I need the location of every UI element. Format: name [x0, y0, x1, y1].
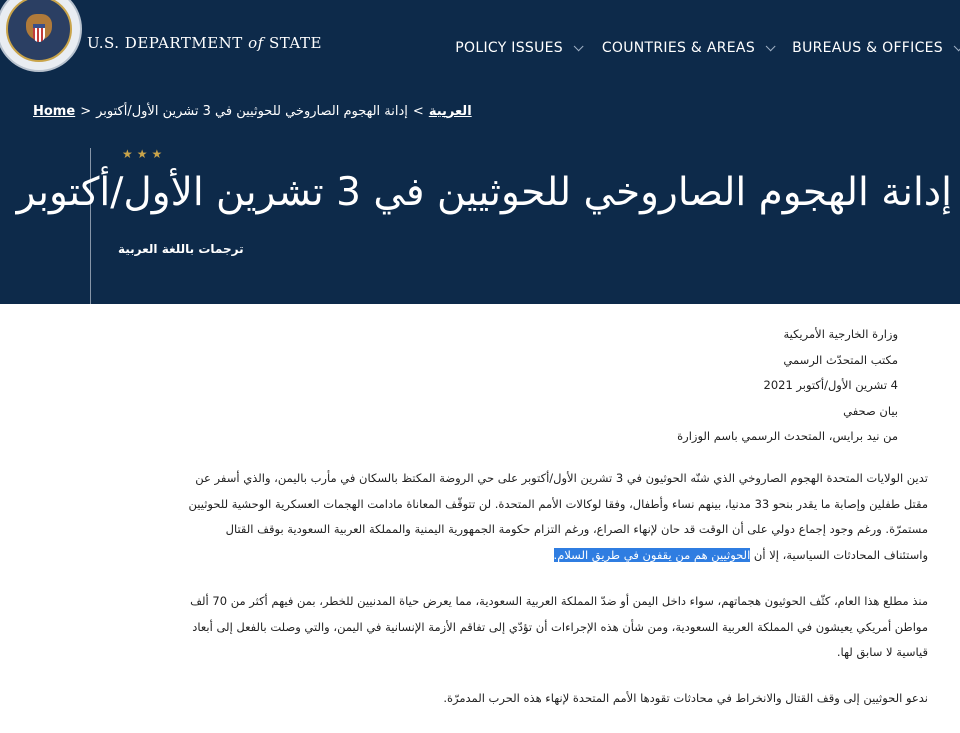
breadcrumb-current: إدانة الهجوم الصاروخي للحوثيين في 3 تشرين الأول/أكتوبر — [96, 103, 408, 119]
paragraph-line: مواطن أمريكي يعيشون في المملكة العربية السعودية، ومن شأن هذه الإجراءات أن تؤدّي إلى تفاقم الأزمة الإنسانية في اليمن، والتي وصلت بالفعل إلى أبعاد — [192, 619, 928, 634]
paragraph-line: مستمرّة. ورغم وجود إجماع دولي على أن الوقت قد حان لإنهاء الصراع، ورغم التزام حكومة الجمهورية اليمنية والمملكة العربية السعودية بوقف القتال — [225, 522, 928, 536]
translations-link[interactable]: ترجمات باللغة العربية — [118, 242, 244, 256]
meta-type: بيان صحفي — [843, 403, 898, 418]
article-paragraph-1 — [168, 466, 928, 568]
paragraph-line: مقتل طفلين وإصابة ما يقدر بنحو 33 مدنيا، بينهم نساء وأطفال، وفقا لوكالات الأمم المتحدة. لن تتوقّف المعاناة مادامت الهجمات العسكرية الوحشية للحوثيين — [188, 496, 928, 511]
logo-prefix: U.S. DEPARTMENT — [87, 34, 243, 52]
paragraph-line — [168, 543, 928, 569]
paragraph-line: ندعو الحوثيين إلى وقف القتال والانخراط في محادثات تقودها الأمم المتحدة لإنهاء هذه الحرب المدمرّة. — [443, 691, 928, 705]
shield-icon — [33, 24, 45, 42]
stars-ornament: ★★★ — [122, 147, 167, 161]
breadcrumb — [33, 102, 472, 120]
breadcrumb-language-link[interactable]: العربية — [428, 103, 472, 119]
meta-organization: وزارة الخارجية الأمريكية — [783, 327, 898, 341]
selected-text[interactable]: الحوثيين هم من يقفون في طريق السلام. — [553, 547, 751, 562]
logo-suffix: STATE — [268, 34, 322, 52]
nav-countries-areas[interactable] — [602, 38, 772, 58]
seal-ring — [6, 0, 72, 62]
chevron-down-icon — [954, 41, 960, 51]
nav-label: COUNTRIES & AREAS — [601, 40, 755, 56]
logo-of: of — [248, 34, 264, 52]
site-logo-text[interactable] — [87, 34, 322, 52]
chevron-down-icon — [766, 41, 776, 51]
breadcrumb-separator: > — [80, 103, 92, 119]
breadcrumb-separator: < — [412, 103, 424, 119]
nav-bureaus-offices[interactable] — [792, 38, 960, 58]
article-body — [0, 304, 960, 733]
chevron-down-icon — [574, 41, 584, 51]
meta-office: مكتب المتحدّث الرسمي — [783, 352, 898, 367]
nav-label: BUREAUS & OFFICES — [792, 40, 943, 56]
article-meta — [298, 322, 898, 450]
nav-policy-issues[interactable] — [455, 38, 580, 58]
paragraph-line-start: واستئناف المحادثات السياسية، إلا أن — [753, 547, 928, 562]
page-title: إدانة الهجوم الصاروخي للحوثيين في 3 تشرين الأول/أكتوبر — [16, 170, 952, 215]
page-header — [0, 0, 960, 304]
breadcrumb-home-link[interactable]: Home — [33, 103, 76, 119]
article-paragraph-2 — [168, 589, 928, 666]
meta-date: 4 تشرين الأول/أكتوبر 2021 — [763, 378, 898, 392]
paragraph-line: تدين الولايات المتحدة الهجوم الصاروخي الذي شنّه الحوثيون في 3 تشرين الأول/أكتوبر على حي الروضة المكتظ بالسكان في مأرب باليمن، والذي أسفر عن — [195, 471, 928, 485]
paragraph-line: قياسية لا سابق لها. — [836, 645, 928, 659]
paragraph-line: منذ مطلع هذا العام، كثّف الحوثيون هجماتهم، سواء داخل اليمن أو ضدّ المملكة العربية السعودية، مما يعرض حياة المدنيين للخطر، بمن فيهم أكثر من 70 ألف — [190, 594, 928, 608]
article-paragraph-3 — [168, 686, 928, 712]
state-department-seal-icon[interactable] — [0, 0, 82, 72]
nav-label: POLICY ISSUES — [455, 40, 563, 56]
meta-author: من نيد برايس، المتحدث الرسمي باسم الوزارة — [677, 429, 898, 443]
